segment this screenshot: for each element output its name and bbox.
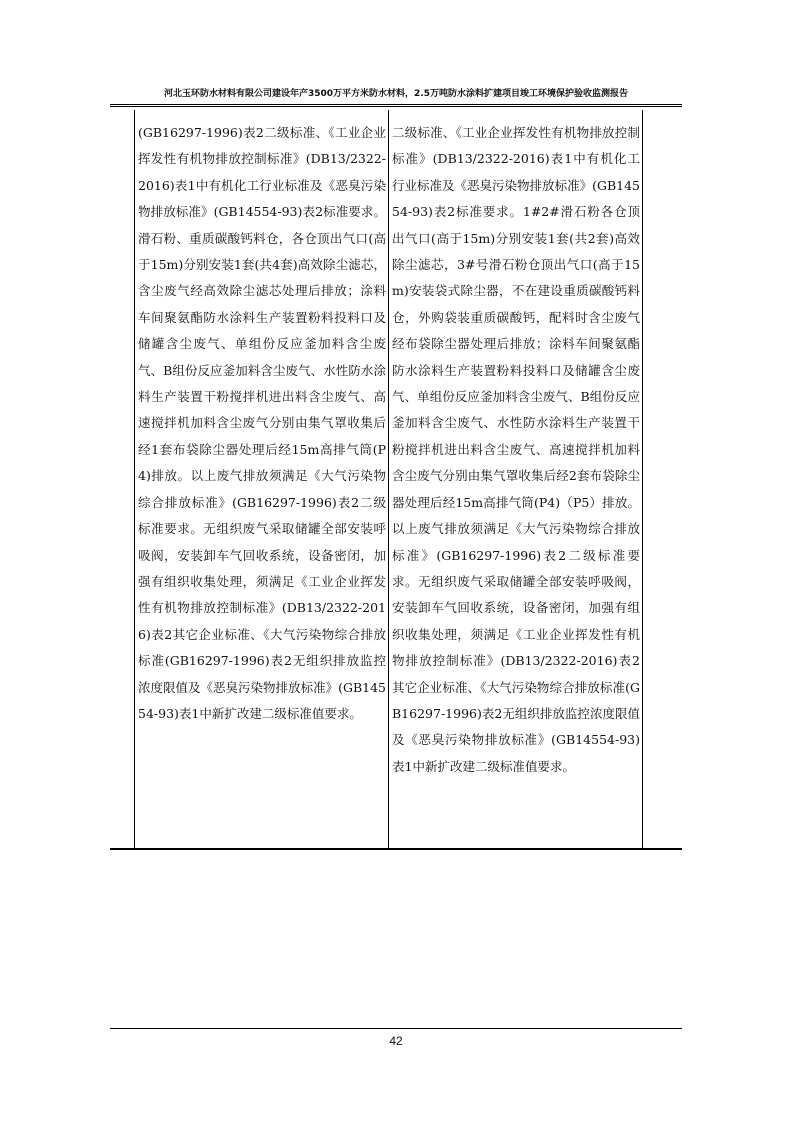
header-rule-secondary <box>110 106 682 107</box>
table-cell-left <box>134 110 389 848</box>
footer-rule <box>110 1028 682 1029</box>
header-rule <box>110 104 682 105</box>
page-number: 42 <box>389 1034 403 1048</box>
left-cell-text: (GB16297-1996)表2二级标准、《工业企业挥发性有机物排放控制标准》(DB13/2322-2016)表1中有机化工行业标准及《恶臭污染物排放标准》(GB14554-93)表2标准要求。滑石粉、重质碳酸钙料仓，各仓顶出气口(高于15m)分别安装1套(共4套)高效除尘滤芯，含尘废气经高效除尘滤芯处理后排放；涂料车间聚氨酯防水涂料生产装置粉料投料口及储罐含尘废气、单组份反应釜加料含尘废气、B组份反应釜加料含尘废气、水性防水涂料生产装置干粉搅拌机进出料含尘废气、高速搅拌机加料含尘废气分别由集气罩收集后经1套布袋除尘器处理后经15m高排气筒(P4)排放。以上废气排放须满足《大气污染物综合排放标准》(GB16297-1996)表2二级标准要求。无组织废气采取储罐全部安装呼吸阀，安装卸车气回收系统，设备密闭，加强有组织收集处理，须满足《工业企业挥发性有机物排放控制标准》(DB13/2322-2016)表2其它企业标准、《大气污染物综合排放标准(GB16297-1996)表2无组织排放监控浓度限值及《恶臭污染物排放标准》(GB14554-93)表1中新扩改建二级标准值要求。 <box>138 125 386 721</box>
requirements-table <box>110 110 682 850</box>
page-header-title: 河北玉环防水材料有限公司建设年产3500万平方米防水材料，2.5万吨防水涂料扩建项目竣工环境保护验收监测报告 <box>164 89 628 99</box>
table-cell-right <box>389 110 643 848</box>
right-cell-text: 二级标准、《工业企业挥发性有机物排放控制标准》(DB13/2322-2016)表1中有机化工行业标准及《恶臭污染物排放标准》(GB14554-93)表2标准要求。1#2#滑石粉各仓顶出气口(高于15m)分别安装1套(共2套)高效除尘滤芯，3#号滑石粉仓顶出气口(高于15m)安装袋式除尘器，不在建设重质碳酸钙料仓，外购袋装重质碳酸钙，配料时含尘废气经布袋除尘器处理后排放；涂料车间聚氨酯防水涂料生产装置粉料投料口及储罐含尘废气、单组份反应釜加料含尘废气、B组份反应釜加料含尘废气、水性防水涂料生产装置干粉搅拌机进出料含尘废气、高速搅拌机加料含尘废气分别由集气罩收集后经2套布袋除尘器处理后经15m高排气筒(P4)（P5）排放。以上废气排放须满足《大气污染物综合排放标准》(GB16297-1996)表2二级标准要求。无组织废气采取储罐全部安装呼吸阀，安装卸车气回收系统，设备密闭，加强有组织收集处理，须满足《工业企业挥发性有机物排放控制标准》(DB13/2322-2016)表2其它企业标准、《大气污染物综合排放标准(GB16297-1996)表2无组织排放监控浓度限值及《恶臭污染物排放标准》(GB14554-93)表1中新扩改建二级标准值要求。 <box>392 125 640 774</box>
